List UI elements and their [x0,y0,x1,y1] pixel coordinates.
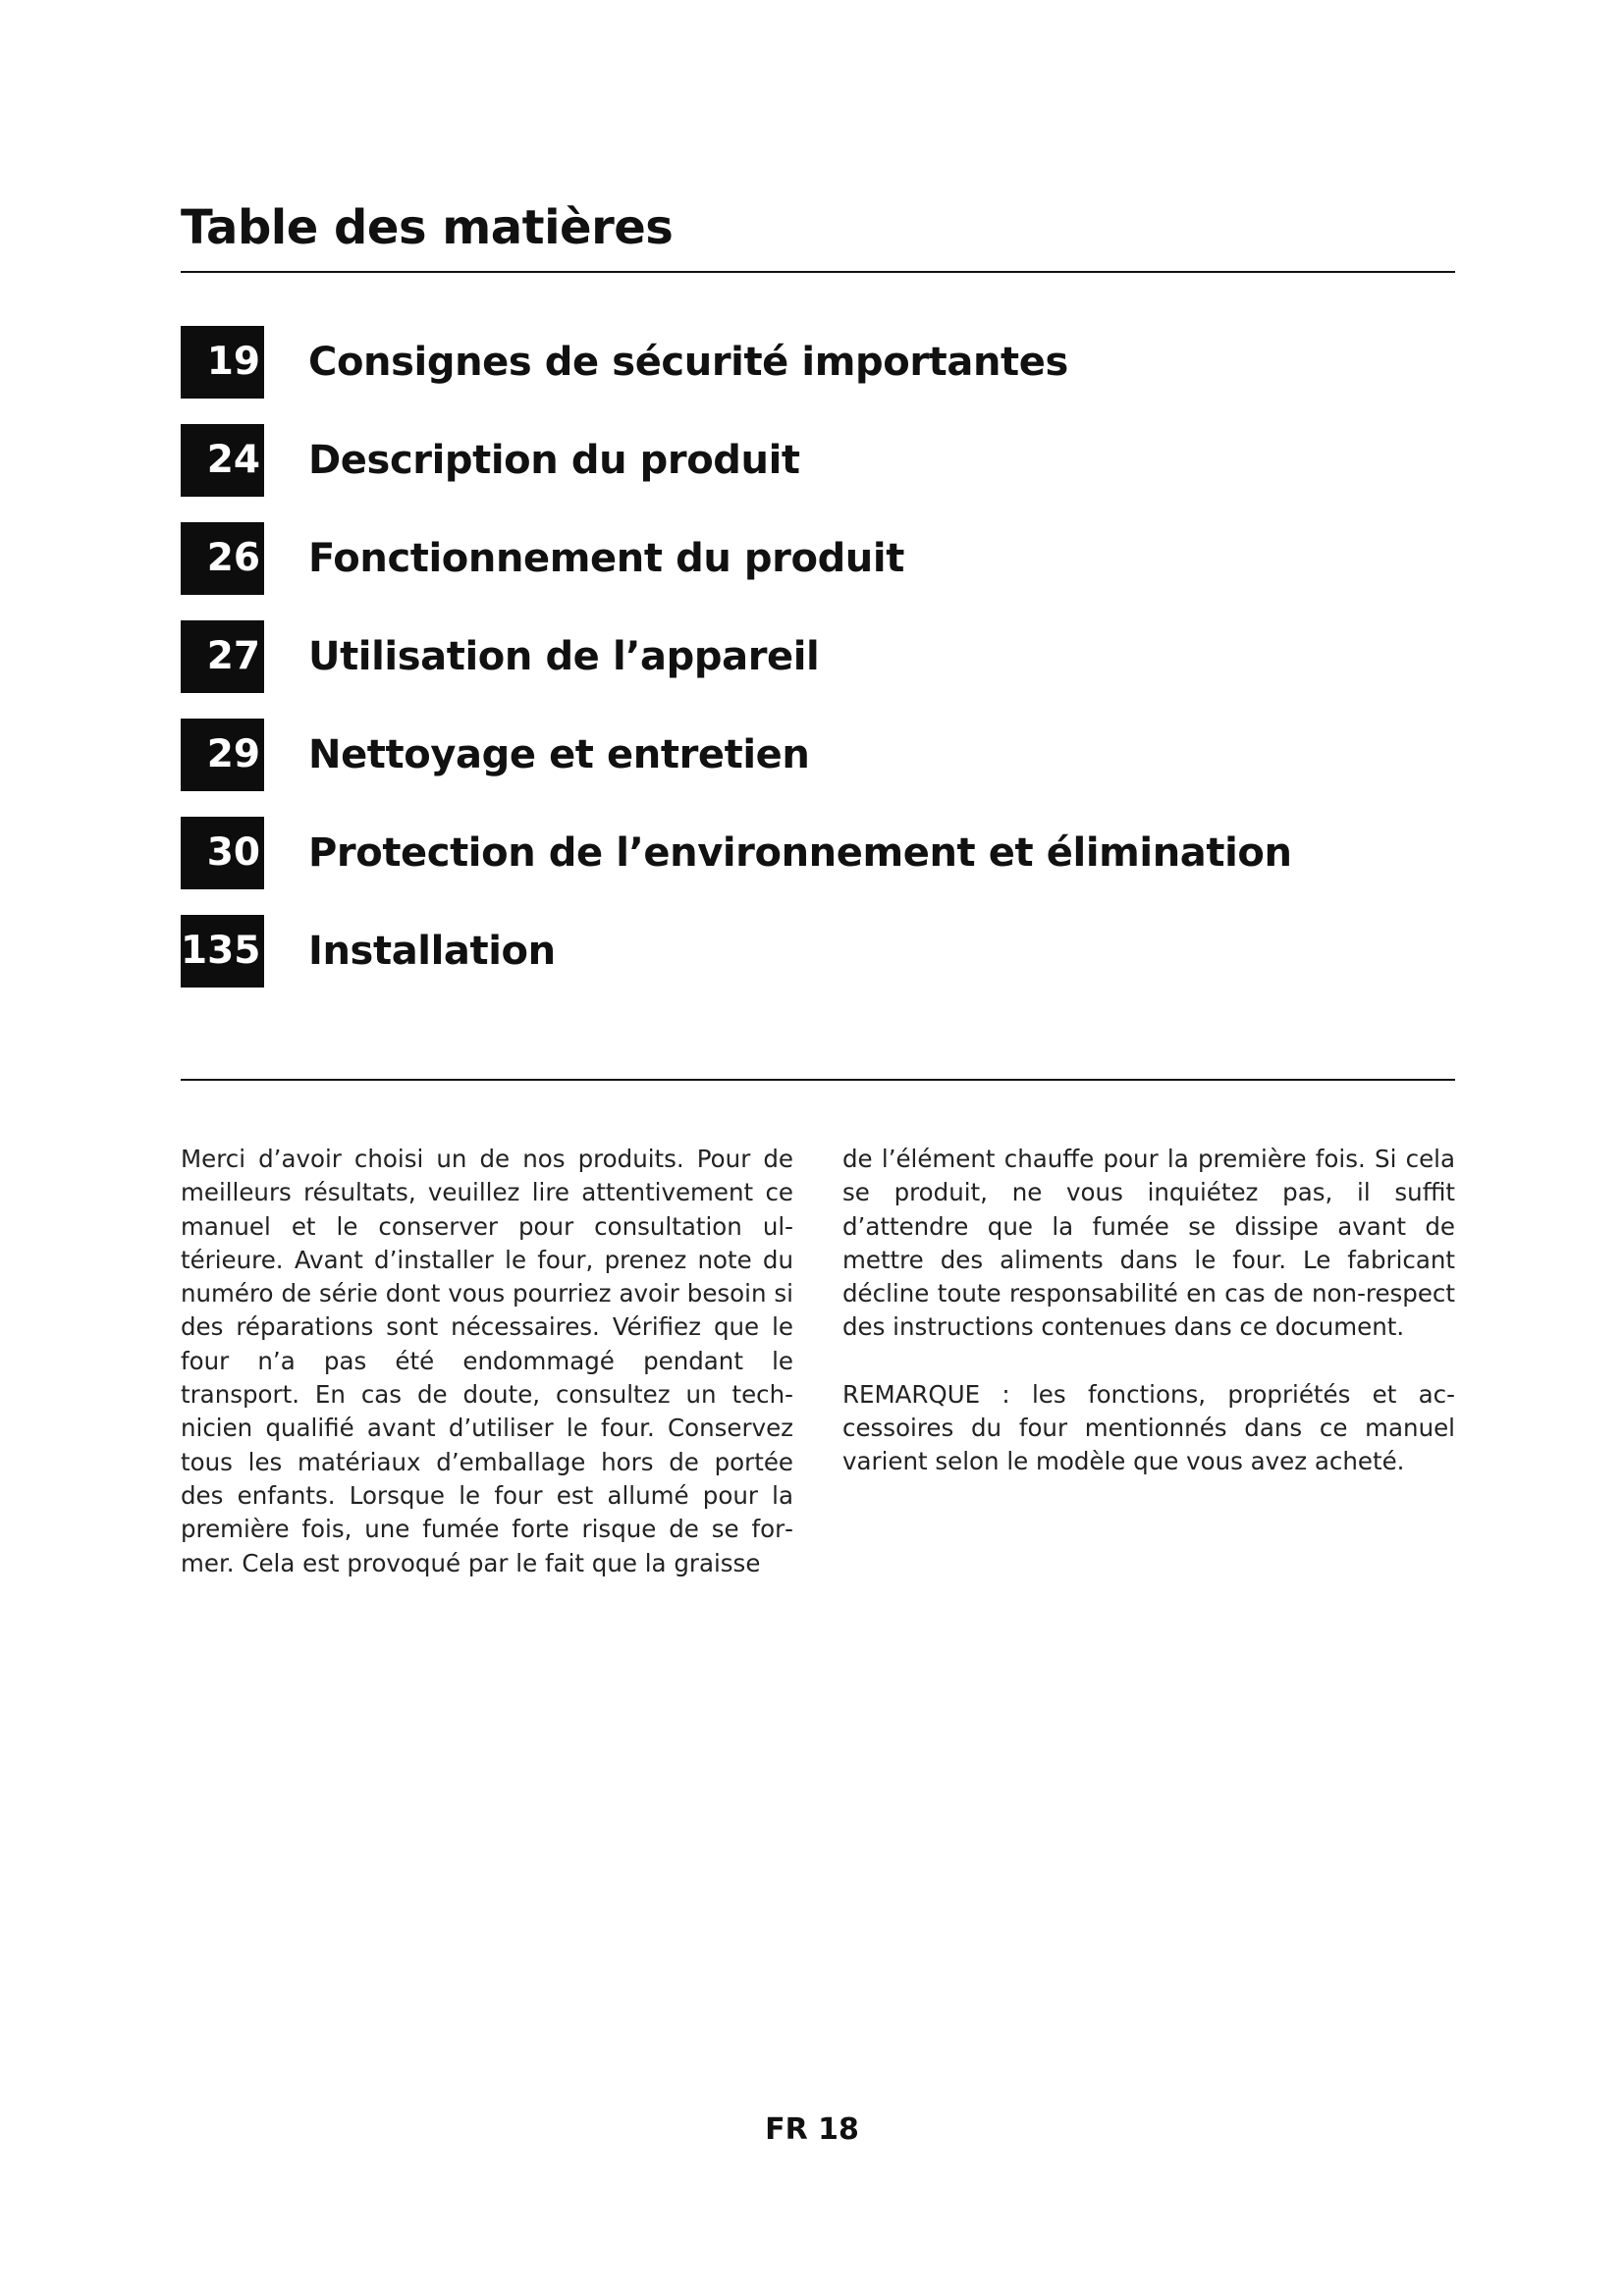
toc-label: Fonctionnement du produit [308,536,904,581]
toc-label: Installation [308,929,556,974]
toc-item[interactable] [181,719,1455,791]
toc-item[interactable] [181,326,1455,399]
intro-column-right [842,1143,1455,1479]
toc-item[interactable] [181,817,1455,889]
section-divider [181,1079,1455,1081]
toc-item[interactable] [181,620,1455,693]
toc-page-number: 26 [181,522,264,595]
toc-page-number: 19 [181,326,264,399]
toc-page-number: 27 [181,620,264,693]
title-divider [181,271,1455,273]
toc-page-number: 30 [181,817,264,889]
toc-label: Description du produit [308,438,800,483]
toc-label: Protection de l’environnement et élimination [308,830,1292,876]
toc-label: Nettoyage et entretien [308,732,810,777]
toc-page-number: 24 [181,424,264,497]
table-of-contents [181,326,1455,1013]
toc-item[interactable] [181,424,1455,497]
page-title: Table des matières [181,200,674,255]
toc-item[interactable] [181,915,1455,988]
intro-paragraph-continued: de l’élément chauffe pour la première fois. Si cela se produit, ne vous inquiétez pas, il suffit d’attendre que la fumée se dissipe avant de mettre des aliments dans le four. Le fabricant décline toute responsabilité en cas de non-respect des instructions contenues dans ce document. [842,1145,1455,1342]
note-paragraph: REMARQUE : les fonctions, propriétés et accessoires du four mentionnés dans ce manuel varient selon le modèle que vous avez acheté. [842,1379,1455,1476]
toc-page-number: 29 [181,719,264,791]
intro-column-left [181,1143,793,1580]
toc-page-number: 135 [181,915,264,988]
page-number: FR 18 [765,2112,859,2147]
toc-item[interactable] [181,522,1455,595]
toc-label: Consignes de sécurité importantes [308,340,1068,385]
intro-paragraph: Merci d’avoir choisi un de nos produits. Pour de meilleurs résultats, veuillez lire attentivement ce manuel et le conserver pour consultation ultérieure. Avant d’installer le four, prenez note du numéro de série dont vous pourriez avoir besoin si des réparations sont nécessaires. Vérifiez que le four n’a pas été endommagé pendant le transport. En cas de doute, consultez un technicien qualifié avant d’utiliser le four. Conservez tous les matériaux d’emballage hors de portée des enfants. Lorsque le four est allumé pour la première fois, une fumée forte risque de se former. Cela est provoqué par le fait que la graisse [181,1145,793,1577]
toc-label: Utilisation de l’appareil [308,634,820,679]
